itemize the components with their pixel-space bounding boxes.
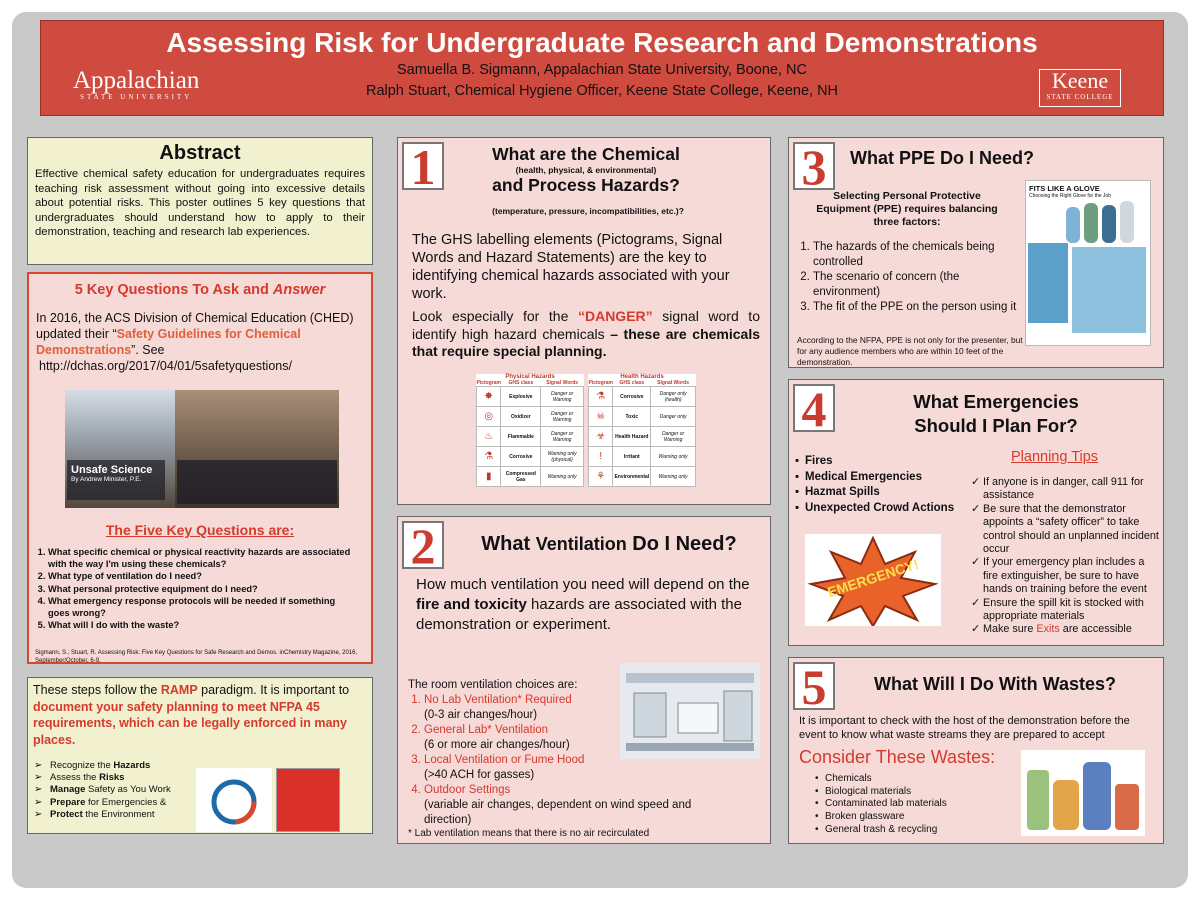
q2-para-a: How much ventilation you need will depend on the <box>416 576 750 593</box>
q2-para <box>416 575 756 635</box>
key-question-item: 5. What will I do with the waste? <box>48 619 355 631</box>
ghs-class: Compressed Gas <box>501 467 541 487</box>
q2-para-b: hazards are associated with the demonstration or experiment. <box>416 596 742 633</box>
ghs-class: Toxic <box>613 407 651 427</box>
planning-tips <box>971 476 1161 623</box>
q4-number: 4 <box>793 384 835 432</box>
q1-panel <box>397 137 771 505</box>
ramp-step-bold: Risks <box>99 772 125 784</box>
unsafe-science-title: Unsafe Science <box>71 464 153 476</box>
q2-footnote: * Lab ventilation means that there is no air recirculated <box>408 828 650 839</box>
hazard-row <box>477 467 584 487</box>
q1-sub-b: (temperature, pressure, incompatibilities, etc.)? <box>492 206 684 216</box>
q5-panel <box>788 657 1164 844</box>
lab-room-icon <box>620 663 760 759</box>
key-questions-title-b: Answer <box>272 282 326 298</box>
signal-words: Warning only <box>651 447 696 467</box>
signal-words: Danger only (health) <box>651 387 696 407</box>
ghs-pictogram-icon: ☣ <box>589 427 613 447</box>
ghs-pictogram-icon: ◎ <box>477 407 501 427</box>
waste-cartoon-image <box>1021 750 1145 836</box>
q1-heading <box>458 144 714 196</box>
key-questions-intro <box>36 310 364 374</box>
signal-words: Danger or Warning <box>541 387 584 407</box>
hazard-row <box>477 447 584 467</box>
ventilation-detail: (variable air changes, dependent on wind speed and direction) <box>424 799 692 826</box>
ghs-pictogram-icon: ! <box>589 447 613 467</box>
q4-title-b: Should I Plan For? <box>914 415 1078 436</box>
ramp-step <box>34 797 171 809</box>
ramp-step-post: Safety as You Work <box>85 784 171 796</box>
waste-containers-icon <box>1021 750 1145 836</box>
hazard-row <box>477 427 584 447</box>
ramp-step-bold: Prepare <box>50 796 86 808</box>
glove-infographic <box>1025 180 1151 346</box>
q3-number: 3 <box>793 142 835 190</box>
q3-note: According to the NFPA, PPE is not only for the presenter, but for any audience members who are within 10 feet of the demonstration. <box>797 335 1023 367</box>
abstract-panel <box>27 137 373 265</box>
ghs-class: Irritant <box>613 447 651 467</box>
q2-para-bold: fire and toxicity <box>416 596 527 613</box>
ramp-step <box>34 784 171 796</box>
hazard-row <box>589 467 696 487</box>
gloves-icon <box>1026 199 1150 339</box>
q1-para2 <box>412 308 760 361</box>
ppe-factor: 2. The scenario of concern (the environment) <box>813 270 1021 300</box>
key-questions-panel <box>27 272 373 664</box>
hazard-row <box>589 427 696 447</box>
exits-tip-a: Make sure <box>983 623 1037 635</box>
glove-infographic-sub: Choosing the Right Glove for the Job <box>1029 193 1111 199</box>
physical-hazards-table <box>476 374 584 487</box>
ghs-class: Flammable <box>501 427 541 447</box>
ghs-pictogram-icon: ⚘ <box>589 467 613 487</box>
ghs-pictogram-icon: ✸ <box>477 387 501 407</box>
q1-para2-bold: – these are chemicals that require special planning. <box>412 325 761 359</box>
th-ghs-class-2: GHS class <box>619 380 645 386</box>
planning-tips-title: Planning Tips <box>1011 449 1099 465</box>
th-pictogram-2: Pictogram <box>588 380 613 386</box>
q5-number: 5 <box>793 662 835 710</box>
nfpa-45-cover <box>276 768 340 832</box>
poster-title: Assessing Risk for Undergraduate Research and Demonstrations <box>166 27 1038 58</box>
signal-words: Danger or Warning <box>541 407 584 427</box>
signal-words: Warning only (physical) <box>541 447 584 467</box>
th-signal-words-2: Signal Words <box>657 380 690 386</box>
unsafe-science-byline: By Andrew Minister, P.E. <box>71 476 142 483</box>
ramp-text-b: paradigm. It is important to <box>197 683 350 697</box>
signal-words: Danger only <box>651 407 696 427</box>
ventilation-choice <box>424 783 728 828</box>
ramp-step <box>34 760 171 772</box>
th-signal-words: Signal Words <box>546 380 579 386</box>
q2-title-c: Do I Need? <box>626 533 737 555</box>
signal-words: Danger or Warning <box>651 427 696 447</box>
ghs-class: Explosive <box>501 387 541 407</box>
signal-words: Warning only <box>651 467 696 487</box>
q4-title-a: What Emergencies <box>913 391 1079 412</box>
abstract-text: Effective chemical safety education for undergraduates requires teaching risk assessment without going into excessive details about potential risks. This poster outlines 5 key questions that undergraduates should understand how to apply to their demonstration, teaching and research lab experiences. <box>35 168 365 239</box>
q1-title-a: What are the Chemical <box>492 144 680 164</box>
glove-infographic-title: FITS LIKE A GLOVE <box>1029 184 1100 193</box>
ventilation-detail: (6 or more air changes/hour) <box>424 739 570 751</box>
ventilation-detail: (>40 ACH for gasses) <box>424 769 535 781</box>
q2-title <box>454 533 764 556</box>
ramp-word: RAMP <box>160 683 198 697</box>
five-questions-list <box>35 546 355 631</box>
ghs-class: Corrosive <box>613 387 651 407</box>
keene-logo-sub: STATE COLLEGE <box>1046 93 1114 101</box>
q4-title <box>881 390 1111 438</box>
author-line-2: Ralph Stuart, Chemical Hygiene Officer, Keene State College, Keene, NH <box>365 83 839 99</box>
q3-panel <box>788 137 1164 368</box>
signal-words: Warning only <box>541 467 584 487</box>
waste-item: • Contaminated lab materials <box>815 798 947 811</box>
health-hazards-title: Health Hazards <box>620 374 664 380</box>
q1-para1: The GHS labelling elements (Pictograms, Signal Words and Hazard Statements) are the key to identifying chemical hazards associated with your work. <box>412 232 730 302</box>
ghs-pictogram-icon: ⚗ <box>477 447 501 467</box>
emergency-type: ▪ Fires <box>795 454 954 470</box>
hazard-row <box>589 387 696 407</box>
emergency-image <box>805 534 941 626</box>
safety-cycle-diagram <box>196 768 272 832</box>
planning-tip: ✓ If anyone is in danger, call 911 for assistance <box>971 476 1161 503</box>
ramp-step-pre: Assess the <box>50 772 100 784</box>
citation: Sigmann, S.; Stuart, R. Assessing Risk: Five Key Questions for Safe Research and Demos. inChemistry Magazine, 2016, September/October, 6-9. <box>35 650 358 664</box>
q1-para2-a: Look especially for the <box>412 308 578 324</box>
hazard-row <box>589 447 696 467</box>
exits-tip <box>971 623 1161 636</box>
emergency-type: ▪ Medical Emergencies <box>795 470 954 486</box>
q4-panel <box>788 379 1164 646</box>
ghs-pictogram-icon: ▮ <box>477 467 501 487</box>
ramp-steps <box>34 760 171 821</box>
q1-sub-a: (health, physical, & environmental) <box>515 165 657 175</box>
ppe-factor: 1. The hazards of the chemicals being controlled <box>813 240 1021 270</box>
key-questions-title <box>36 282 364 298</box>
ramp-step <box>34 772 171 784</box>
q1-number: 1 <box>402 142 444 190</box>
five-questions-title: The Five Key Questions are: <box>105 522 295 538</box>
ramp-step-bold: Protect <box>50 808 83 820</box>
physical-hazards-title: Physical Hazards <box>505 374 555 380</box>
ventilation-label: General Lab* Ventilation <box>424 724 549 736</box>
ramp-step-post: the Environment <box>82 808 155 820</box>
q3-subtitle: Selecting Personal Protective Equipment (PPE) requires balancing three factors: <box>816 190 998 228</box>
ventilation-detail: (0-3 air changes/hour) <box>424 709 538 721</box>
ramp-text <box>33 682 367 748</box>
th-ghs-class: GHS class <box>508 380 534 386</box>
q1-title-b: and Process Hazards? <box>492 175 680 195</box>
planning-tip: ✓ Ensure the spill kit is stocked with appropriate materials <box>971 597 1161 624</box>
ghs-class: Oxidizer <box>501 407 541 427</box>
emergency-types <box>795 454 954 516</box>
intro-text-b: ”. See <box>131 343 165 357</box>
waste-item: • Broken glassware <box>815 811 947 824</box>
planning-tip: ✓ Be sure that the demonstrator appoints a “safety officer” to take control should an unplanned incident occur <box>971 503 1161 557</box>
ventilation-label: No Lab Ventilation* Required <box>424 694 572 706</box>
th-pictogram: Pictogram <box>476 380 501 386</box>
ghs-pictogram-icon: ♨ <box>477 427 501 447</box>
waste-item: • General trash & recycling <box>815 824 947 837</box>
consider-wastes-title: Consider These Wastes: <box>799 747 996 767</box>
ramp-step-bold: Hazards <box>113 760 151 771</box>
ventilation-label: Local Ventilation or Fume Hood <box>424 754 585 766</box>
key-questions-title-a: 5 Key Questions To Ask and <box>74 282 273 298</box>
ramp-step-bold: Manage <box>50 784 86 796</box>
emergency-type: ▪ Hazmat Spills <box>795 485 954 501</box>
signal-words: Danger or Warning <box>541 427 584 447</box>
ramp-text-a: These steps follow the <box>33 683 161 697</box>
appalachian-logo-text: Appalachian <box>73 67 200 94</box>
hazard-row <box>589 407 696 427</box>
q2-title-a: What <box>481 533 536 555</box>
lab-ventilation-image <box>620 663 760 759</box>
ramp-panel <box>27 677 373 834</box>
health-hazards-table <box>588 374 696 487</box>
abstract-title: Abstract <box>159 142 241 164</box>
ramp-step-post: for Emergencies & <box>85 796 167 808</box>
ramp-step-pre: Recognize the <box>50 760 114 771</box>
appalachian-logo-sub: STATE UNIVERSITY <box>80 93 193 101</box>
cycle-icon <box>196 768 272 832</box>
keene-logo-text: Keene <box>1051 68 1109 93</box>
danger-word: “DANGER” <box>577 308 653 324</box>
ghs-class: Environmental <box>613 467 651 487</box>
key-question-item: 3. What personal protective equipment do I need? <box>48 583 355 595</box>
exits-word: Exits <box>1036 623 1060 635</box>
waste-item: • Biological materials <box>815 786 947 799</box>
waste-item: • Chemicals <box>815 773 947 786</box>
q2-number: 2 <box>402 521 444 569</box>
planning-tip: ✓ If your emergency plan includes a fire extinguisher, be sure to have hands on training before the event <box>971 556 1161 596</box>
unsafe-science-image <box>65 390 339 508</box>
ghs-pictogram-icon: ☠ <box>589 407 613 427</box>
q3-title: What PPE Do I Need? <box>849 148 1035 168</box>
q5-para: It is important to check with the host of the demonstration before the event to know what waste streams they are prepared to accept <box>799 715 1130 741</box>
exits-tip-b: are accessible <box>1059 623 1132 635</box>
ppe-factors <box>797 240 1021 315</box>
q5-title: What Will I Do With Wastes? <box>874 674 1116 694</box>
safety-guidelines-link[interactable]: Safety Guidelines for Chemical Demonstrations <box>36 327 301 357</box>
key-question-item: 2. What type of ventilation do I need? <box>48 570 355 582</box>
ventilation-label: Outdoor Settings <box>424 784 511 796</box>
emergency-image-text: EMERGENCY! <box>825 555 921 601</box>
ppe-factor: 3. The fit of the PPE on the person using it <box>813 300 1021 315</box>
ghs-class: Corrosive <box>501 447 541 467</box>
keene-logo <box>1039 69 1121 107</box>
key-question-item: 1. What specific chemical or physical reactivity hazards are associated with the way I'm using these chemicals? <box>48 546 355 570</box>
ramp-text-red: document your safety planning to meet NFPA 45 requirements, which can be legally enforced in many places. <box>33 699 347 747</box>
waste-types <box>815 773 947 837</box>
hazard-row <box>477 407 584 427</box>
key-question-item: 4. What emergency response protocols will be needed if something goes wrong? <box>48 595 355 619</box>
q1-para2-b: signal word to identify high hazard chemicals <box>412 308 760 342</box>
appalachian-logo <box>73 69 199 101</box>
q2-title-b: Ventilation <box>535 534 627 554</box>
q2-choices-title: The room ventilation choices are: <box>408 679 578 691</box>
poster-header <box>40 20 1164 116</box>
ghs-pictogram-icon: ⚗ <box>589 387 613 407</box>
intro-text-a: In 2016, the ACS Division of Chemical Education (CHED) updated their “ <box>36 311 354 341</box>
emergency-type: ▪ Unexpected Crowd Actions <box>795 501 954 517</box>
dchas-url[interactable]: http://dchas.org/2017/04/01/5safetyquestions/ <box>39 359 292 373</box>
hazard-row <box>477 387 584 407</box>
ghs-class: Health Hazard <box>613 427 651 447</box>
author-line-1: Samuella B. Sigmann, Appalachian State University, Boone, NC <box>397 62 807 78</box>
check-icon: ✓ <box>971 623 981 635</box>
ramp-step <box>34 809 171 821</box>
q2-panel <box>397 516 771 844</box>
